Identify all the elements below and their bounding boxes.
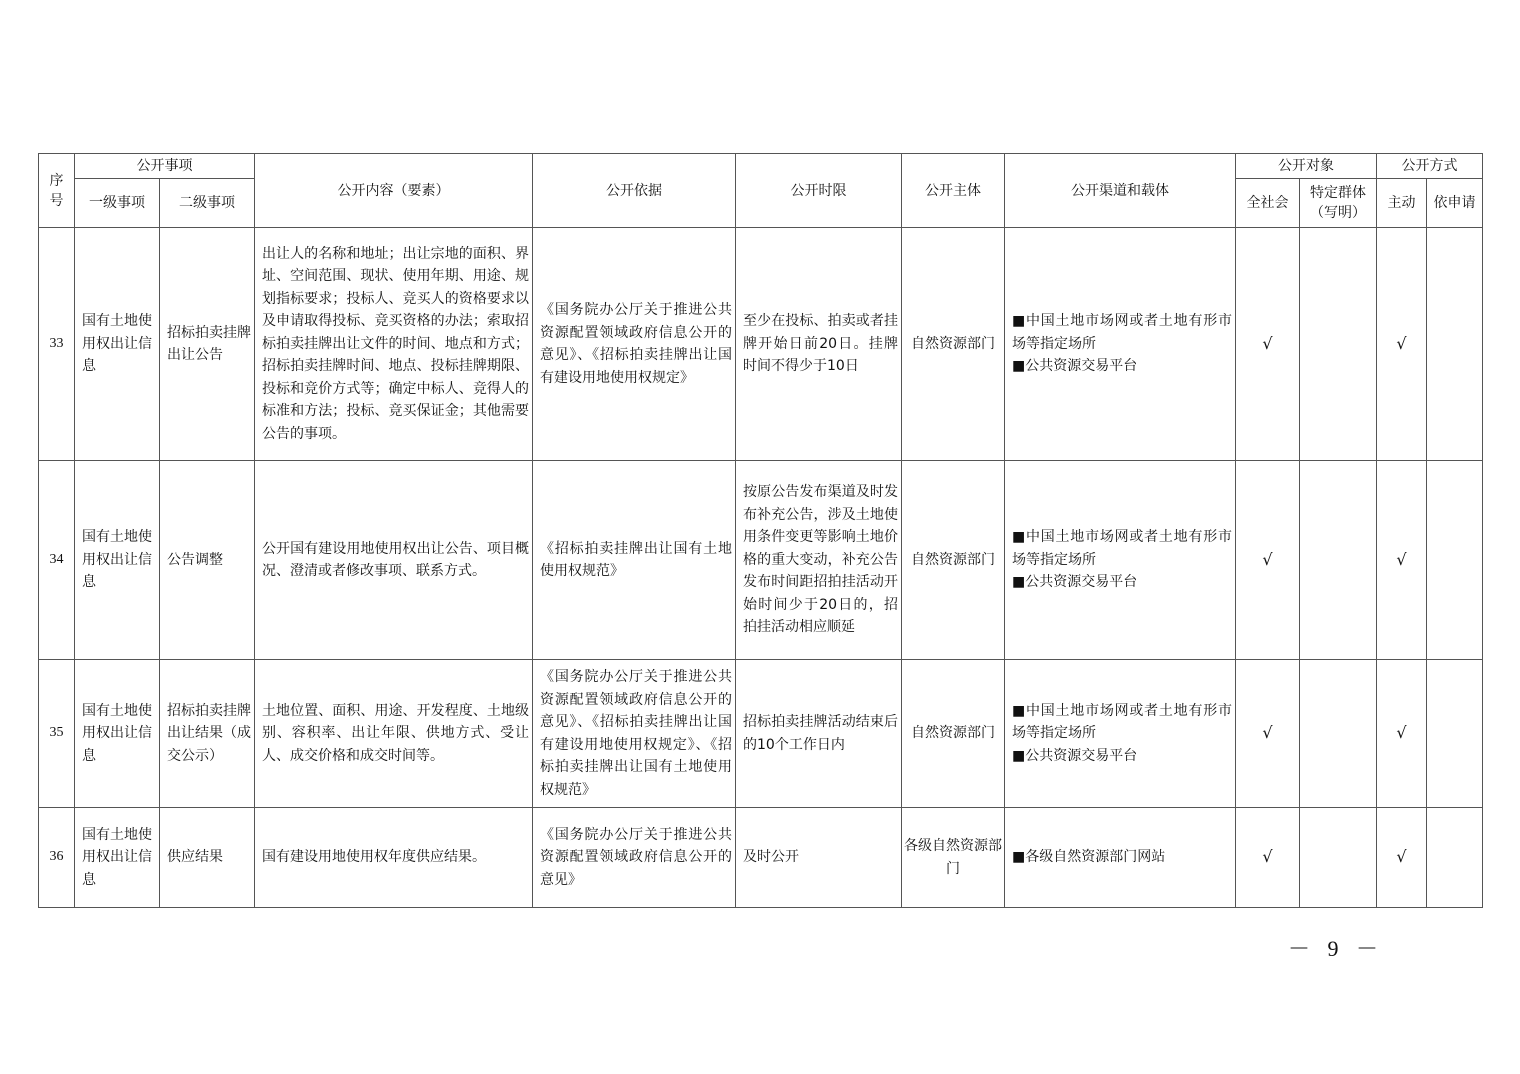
cell-basis: 《国务院办公厅关于推进公共资源配置领域政府信息公开的意见》、《招标拍卖挂牌出让国有建设用地使用权规定》	[533, 228, 736, 461]
cell-seq: 35	[39, 660, 75, 808]
table-row	[39, 808, 1483, 908]
cell-specific	[1300, 461, 1377, 660]
table-row	[39, 461, 1483, 660]
header-method: 公开方式	[1377, 154, 1483, 179]
header-channel: 公开渠道和载体	[1005, 154, 1236, 228]
cell-public-check: √	[1236, 228, 1300, 461]
cell-level1: 国有土地使用权出让信息	[75, 461, 160, 660]
cell-seq: 33	[39, 228, 75, 461]
header-time-limit: 公开时限	[736, 154, 902, 228]
cell-active-check: √	[1377, 461, 1427, 660]
disclosure-table	[38, 153, 1483, 908]
cell-specific	[1300, 660, 1377, 808]
cell-on-request	[1427, 660, 1483, 808]
cell-time-limit: 招标拍卖挂牌活动结束后的10个工作日内	[736, 660, 902, 808]
table-row	[39, 660, 1483, 808]
channel-item: ■中国土地市场网或者土地有形市场等指定场所	[1012, 702, 1232, 742]
cell-subject: 自然资源部门	[902, 228, 1005, 461]
cell-basis: 《国务院办公厅关于推进公共资源配置领域政府信息公开的意见》	[533, 808, 736, 908]
header-specific: 特定群体（写明）	[1300, 179, 1377, 228]
header-seq: 序号	[39, 154, 75, 228]
page-number: － 9 －	[1288, 936, 1385, 961]
cell-level1: 国有土地使用权出让信息	[75, 228, 160, 461]
cell-channel	[1005, 808, 1236, 908]
channel-item: ■各级自然资源部门网站	[1012, 849, 1166, 866]
header-level1: 一级事项	[75, 179, 160, 228]
cell-basis: 《国务院办公厅关于推进公共资源配置领域政府信息公开的意见》、《招标拍卖挂牌出让国有建设用地使用权规定》、《招标拍卖挂牌出让国有土地使用权规范》	[533, 660, 736, 808]
cell-active-check: √	[1377, 808, 1427, 908]
cell-time-limit: 至少在投标、拍卖或者挂牌开始日前20日。挂牌时间不得少于10日	[736, 228, 902, 461]
channel-item: ■公共资源交易平台	[1012, 747, 1138, 764]
cell-subject: 各级自然资源部门	[902, 808, 1005, 908]
cell-specific	[1300, 808, 1377, 908]
header-on-request: 依申请	[1427, 179, 1483, 228]
cell-time-limit: 按原公告发布渠道及时发布补充公告，涉及土地使用条件变更等影响土地价格的重大变动，补充公告发布时间距招拍挂活动开始时间少于20日的，招拍挂活动相应顺延	[736, 461, 902, 660]
cell-on-request	[1427, 808, 1483, 908]
cell-time-limit: 及时公开	[736, 808, 902, 908]
cell-level1: 国有土地使用权出让信息	[75, 808, 160, 908]
header-level2: 二级事项	[160, 179, 255, 228]
cell-level2: 招标拍卖挂牌出让公告	[160, 228, 255, 461]
cell-content: 公开国有建设用地使用权出让公告、项目概况、澄清或者修改事项、联系方式。	[255, 461, 533, 660]
cell-active-check: √	[1377, 228, 1427, 461]
header-public: 全社会	[1236, 179, 1300, 228]
cell-level2: 招标拍卖挂牌出让结果（成交公示）	[160, 660, 255, 808]
cell-subject: 自然资源部门	[902, 660, 1005, 808]
cell-seq: 34	[39, 461, 75, 660]
channel-item: ■中国土地市场网或者土地有形市场等指定场所	[1012, 313, 1232, 352]
cell-content: 国有建设用地使用权年度供应结果。	[255, 808, 533, 908]
cell-level1: 国有土地使用权出让信息	[75, 660, 160, 808]
cell-content: 出让人的名称和地址；出让宗地的面积、界址、空间范围、现状、使用年期、用途、规划指标要求；投标人、竞买人的资格要求以及申请取得投标、竞买资格的办法；索取招标拍卖挂牌出让文件的时间、地点和方式；招标拍卖挂牌时间、地点、投标挂牌期限、投标和竞价方式等；确定中标人、竞得人的标准和方法；投标、竞买保证金；其他需要公告的事项。	[255, 228, 533, 461]
cell-on-request	[1427, 228, 1483, 461]
cell-channel	[1005, 228, 1236, 461]
cell-channel	[1005, 461, 1236, 660]
cell-public-check: √	[1236, 660, 1300, 808]
header-content: 公开内容（要素）	[255, 154, 533, 228]
cell-public-check: √	[1236, 461, 1300, 660]
header-basis: 公开依据	[533, 154, 736, 228]
channel-item: ■公共资源交易平台	[1012, 358, 1138, 375]
cell-specific	[1300, 228, 1377, 461]
cell-active-check: √	[1377, 660, 1427, 808]
channel-item: ■中国土地市场网或者土地有形市场等指定场所	[1012, 529, 1232, 568]
cell-on-request	[1427, 461, 1483, 660]
cell-level2: 供应结果	[160, 808, 255, 908]
cell-subject: 自然资源部门	[902, 461, 1005, 660]
cell-channel	[1005, 660, 1236, 808]
header-active: 主动	[1377, 179, 1427, 228]
cell-public-check: √	[1236, 808, 1300, 908]
header-matter: 公开事项	[75, 154, 255, 179]
cell-content: 土地位置、面积、用途、开发程度、土地级别、容积率、出让年限、供地方式、受让人、成交价格和成交时间等。	[255, 660, 533, 808]
table-row	[39, 228, 1483, 461]
header-target: 公开对象	[1236, 154, 1377, 179]
cell-basis: 《招标拍卖挂牌出让国有土地使用权规范》	[533, 461, 736, 660]
channel-item: ■公共资源交易平台	[1012, 574, 1138, 591]
header-subject: 公开主体	[902, 154, 1005, 228]
cell-level2: 公告调整	[160, 461, 255, 660]
cell-seq: 36	[39, 808, 75, 908]
